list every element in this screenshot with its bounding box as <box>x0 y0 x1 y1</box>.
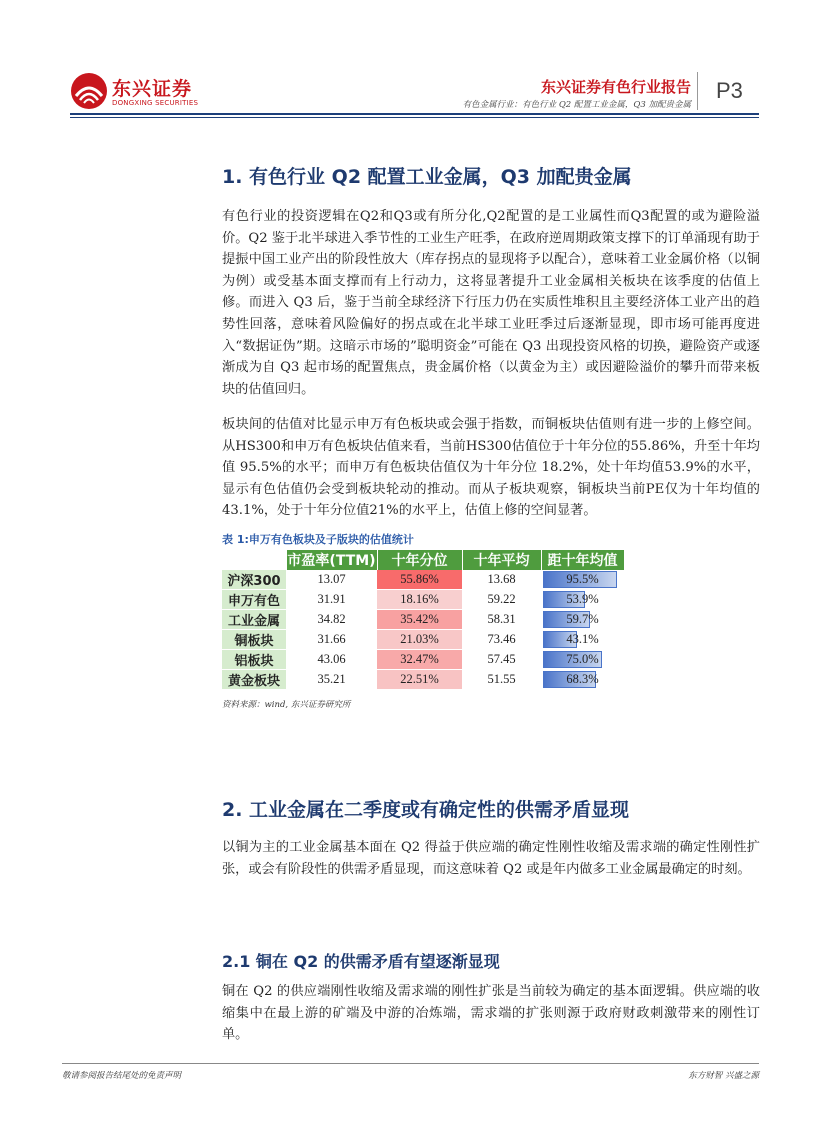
cell-average: 59.22 <box>462 590 541 610</box>
cell-average: 58.31 <box>462 610 541 630</box>
section-2-heading: 2. 工业金属在二季度或有确定性的供需矛盾显现 <box>222 799 630 821</box>
distance-value: 43.1% <box>566 632 599 646</box>
col-header-pe: 市盈率(TTM) <box>286 550 377 570</box>
row-label: 黄金板块 <box>222 670 286 690</box>
col-header-percentile: 十年分位 <box>377 550 462 570</box>
table-row <box>222 630 624 650</box>
cell-distance <box>541 650 624 670</box>
cell-percentile: 32.47% <box>377 650 462 670</box>
header-divider <box>697 72 698 110</box>
section-2-paragraph: 以铜为主的工业金属基本面在 Q2 得益于供应端的确定性刚性收缩及需求端的确定性刚性扩张，或会有阶段性的供需矛盾显现，而这意味着 Q2 或是年内做多工业金属最确定的时刻。 <box>222 840 760 877</box>
distance-value: 53.9% <box>566 592 599 606</box>
table-row <box>222 670 624 690</box>
distance-value: 75.0% <box>566 652 599 666</box>
cell-average: 13.68 <box>462 570 541 590</box>
cell-average: 51.55 <box>462 670 541 690</box>
section-1-paragraph-1: 有色行业的投资逻辑在Q2和Q3或有所分化,Q2配置的是工业属性而Q3配置的或为避险溢价。Q2 鉴于北半球进入季节性的工业生产旺季，在政府逆周期政策支撑下的订单涌现有助于提振中国工业产出的阶段性放大（库存拐点的显现将予以配合），意味着工业金属价格（以铜为例）或受基本面支撑而有上行动力，这将显著提升工业金属相关板块在该季度的估值上修。而进入 Q3 后，鉴于当前全球经济下行压力仍在实质性堆积且主要经济体工业产出的趋势性回落，意味着风险偏好的拐点或在北半球工业旺季过后逐渐显现，即市场可能再度进入“数据证伪”期。这暗示市场的”聪明资金”可能在 Q3 出现投资风格的切换，避险资产或逐渐成为自 Q3 起市场的配置焦点，贵金属价格（以黄金为主）或因避险溢价的攀升而带来板块的估值回归。 <box>222 209 760 397</box>
report-title: 东兴证券有色行业报告 <box>540 78 691 96</box>
footer-rule <box>62 1063 759 1064</box>
cell-average: 57.45 <box>462 650 541 670</box>
row-label: 铜板块 <box>222 630 286 650</box>
cell-percentile: 35.42% <box>377 610 462 630</box>
valuation-table <box>222 550 625 690</box>
footer-slogan: 东方财智 兴盛之源 <box>688 1071 759 1081</box>
table-header-row <box>222 550 624 570</box>
cell-average: 73.46 <box>462 630 541 650</box>
section-2-1-heading: 2.1 铜在 Q2 的供需矛盾有望逐渐显现 <box>222 952 500 971</box>
cell-pe: 34.82 <box>286 610 377 630</box>
cell-distance <box>541 610 624 630</box>
logo-english-name: DONGXING SECURITIES <box>112 99 199 107</box>
row-label: 沪深300 <box>222 570 286 590</box>
company-logo <box>70 72 210 112</box>
page-number: P3 <box>716 78 743 103</box>
distance-value: 95.5% <box>566 572 599 586</box>
table-row <box>222 590 624 610</box>
cell-percentile: 22.51% <box>377 670 462 690</box>
cell-distance <box>541 670 624 690</box>
report-subtitle: 有色金属行业：有色行业 Q2 配置工业金属，Q3 加配贵金属 <box>462 100 691 110</box>
cell-percentile: 18.16% <box>377 590 462 610</box>
row-label: 申万有色 <box>222 590 286 610</box>
distance-value: 59.7% <box>566 612 599 626</box>
cell-pe: 35.21 <box>286 670 377 690</box>
cell-distance <box>541 590 624 610</box>
table-row <box>222 570 624 590</box>
table-row <box>222 650 624 670</box>
cell-distance <box>541 630 624 650</box>
header-rule-thin <box>70 117 759 118</box>
section-1-paragraph-2: 板块间的估值对比显示申万有色板块或会强于指数，而铜板块估值则有进一步的上修空间。从HS300和申万有色板块估值来看，当前HS300估值位于十年分位的55.86%，升至十年均值 95.5%的水平；而申万有色板块估值仅为十年分位 18.2%，处十年均值53.9%的水平，显示有色估值仍会受到板块轮动的推动。而从子板块观察，铜板块当前PE仅为十年均值的43.1%，处于十年分位值21%的水平上，估值上修的空间显著。 <box>222 417 760 519</box>
cell-pe: 31.66 <box>286 630 377 650</box>
cell-percentile: 21.03% <box>377 630 462 650</box>
dongxing-logo-icon <box>70 72 108 110</box>
table-caption: 表 1:申万有色板块及子版块的估值统计 <box>222 533 414 546</box>
col-header-distance: 距十年均值 <box>541 550 624 570</box>
table-header-blank <box>222 550 286 570</box>
cell-percentile: 55.86% <box>377 570 462 590</box>
row-label: 铝板块 <box>222 650 286 670</box>
col-header-average: 十年平均 <box>462 550 541 570</box>
section-1-heading: 1. 有色行业 Q2 配置工业金属，Q3 加配贵金属 <box>222 166 632 188</box>
distance-value: 68.3% <box>566 672 599 686</box>
cell-pe: 43.06 <box>286 650 377 670</box>
cell-pe: 13.07 <box>286 570 377 590</box>
cell-distance <box>541 570 624 590</box>
cell-pe: 31.91 <box>286 590 377 610</box>
header-rule <box>70 113 759 115</box>
section-2-1-paragraph: 铜在 Q2 的供应端刚性收缩及需求端的刚性扩张是当前较为确定的基本面逻辑。供应端的收缩集中在最上游的矿端及中游的冶炼端，需求端的扩张则源于政府财政刺激带来的刚性订单。 <box>222 984 760 1043</box>
table-row <box>222 610 624 630</box>
logo-chinese-name: 东兴证券 <box>112 78 193 100</box>
footer-disclaimer: 敬请参阅报告结尾处的免责声明 <box>62 1071 182 1081</box>
table-source: 资料来源：wind, 东兴证券研究所 <box>222 700 351 710</box>
row-label: 工业金属 <box>222 610 286 630</box>
